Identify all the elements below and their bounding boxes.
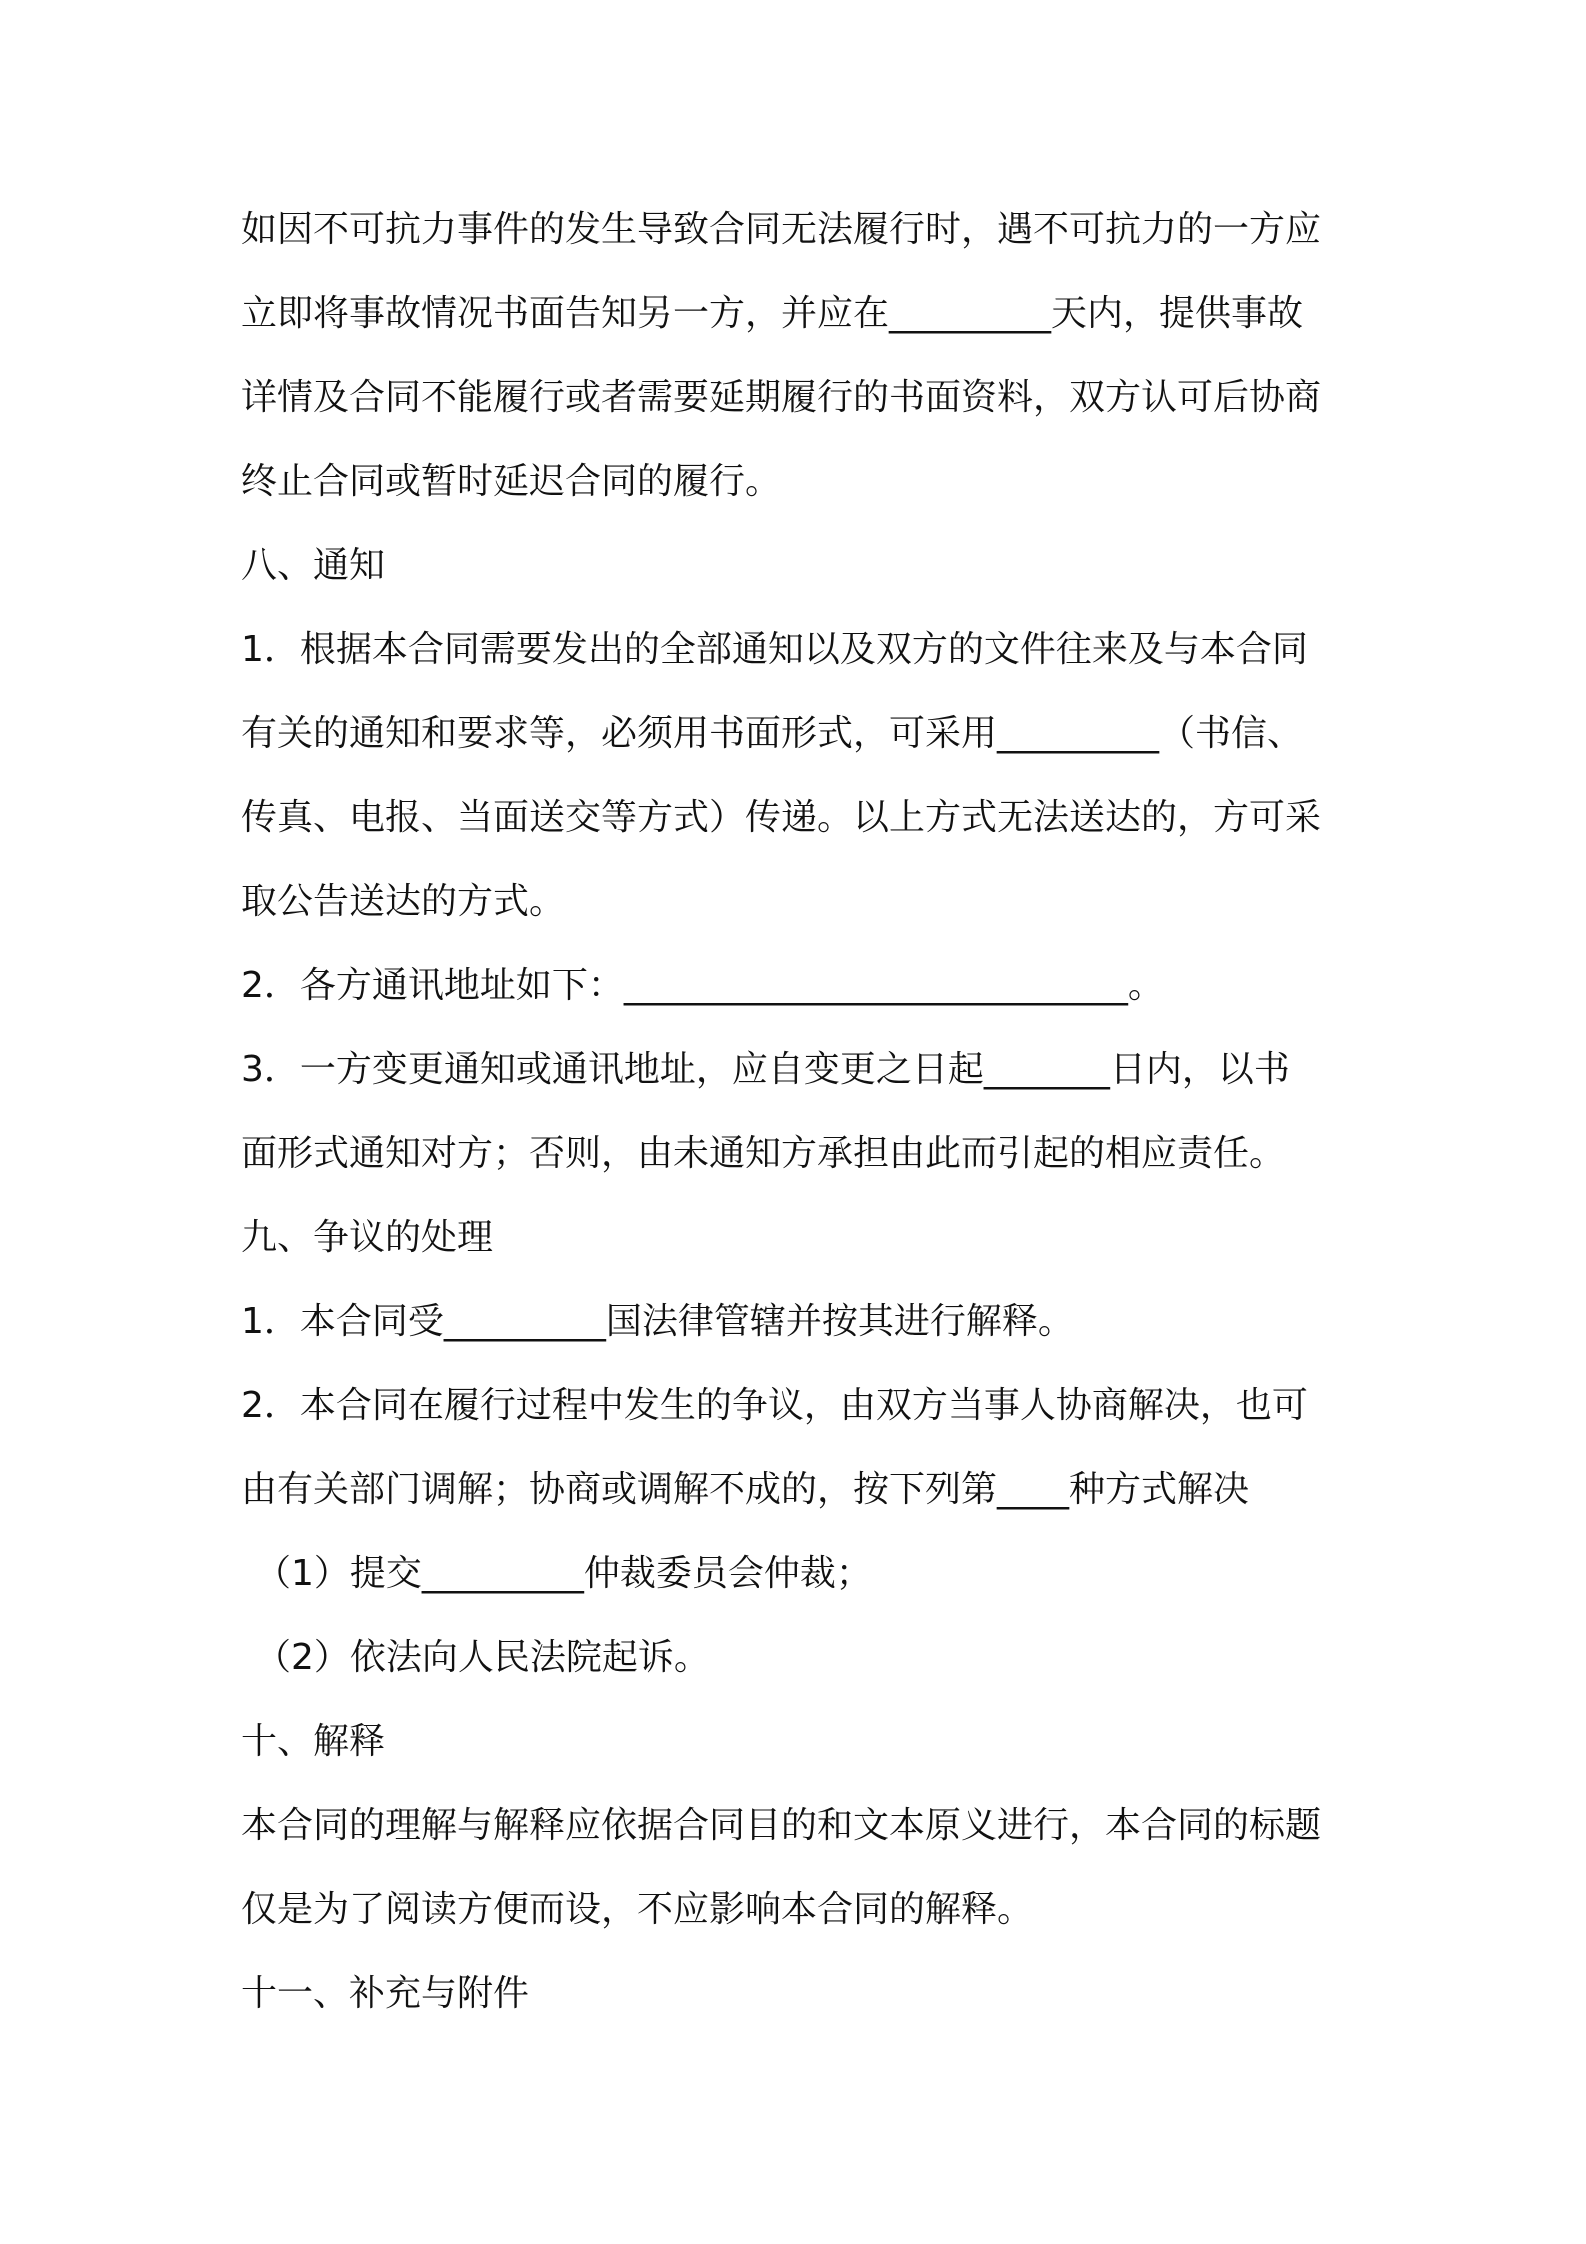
text-line: 详情及合同不能履行或者需要延期履行的书面资料，双方认可后协商	[241, 377, 1322, 418]
text-line: （2）依法向人民法院起诉。	[255, 1637, 710, 1678]
text-line: 1．根据本合同需要发出的全部通知以及双方的文件往来及与本合同	[241, 629, 1308, 670]
text-line: 终止合同或暂时延迟合同的履行。	[241, 461, 782, 502]
text-line: 本合同的理解与解释应依据合同目的和文本原义进行，本合同的标题	[241, 1805, 1322, 1846]
text-line: 如因不可抗力事件的发生导致合同无法履行时，遇不可抗力的一方应	[241, 209, 1322, 250]
section-heading: 九、争议的处理	[241, 1217, 494, 1258]
text-line: 立即将事故情况书面告知另一方，并应在_________天内，提供事故	[241, 293, 1304, 334]
text-line: 1．本合同受_________国法律管辖并按其进行解释。	[241, 1301, 1074, 1342]
text-line: 有关的通知和要求等，必须用书面形式，可采用_________（书信、	[241, 713, 1304, 754]
text-line: 仅是为了阅读方便而设，不应影响本合同的解释。	[241, 1889, 1034, 1930]
section-heading: 十一、补充与附件	[241, 1973, 530, 2014]
text-line: 2．各方通讯地址如下：____________________________。	[241, 965, 1164, 1006]
text-line: 2．本合同在履行过程中发生的争议，由双方当事人协商解决，也可	[241, 1385, 1308, 1426]
text-line: （1）提交_________仲裁委员会仲裁；	[255, 1553, 872, 1594]
text-line: 3．一方变更通知或通讯地址，应自变更之日起_______日内，以书	[241, 1049, 1290, 1090]
text-line: 取公告送达的方式。	[241, 881, 566, 922]
text-line: 传真、电报、当面送交等方式）传递。以上方式无法送达的，方可采	[241, 797, 1322, 838]
text-line: 由有关部门调解；协商或调解不成的，按下列第____种方式解决	[241, 1469, 1250, 1510]
text-line: 面形式通知对方；否则，由未通知方承担由此而引起的相应责任。	[241, 1133, 1286, 1174]
section-heading: 八、通知	[241, 545, 386, 586]
section-heading: 十、解释	[241, 1721, 386, 1762]
